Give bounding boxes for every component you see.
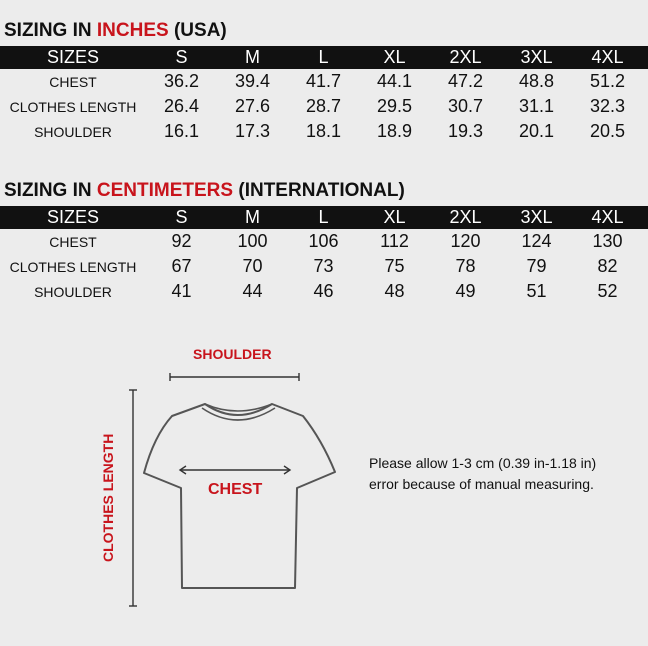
table-cell: 28.7 [305, 96, 342, 116]
table-cell: 67 [171, 256, 192, 276]
table-cell: 124 [521, 231, 552, 251]
size-column-header: 3XL [520, 47, 553, 67]
table-cell: 120 [450, 231, 481, 251]
inches-title-suffix: (USA) [168, 20, 227, 41]
row-label: CLOTHES LENGTH [9, 258, 137, 275]
table-cell: 130 [592, 231, 623, 251]
table-row [0, 229, 648, 254]
table-cell: 36.2 [163, 71, 200, 91]
inches-section-title [4, 20, 227, 42]
size-column-header: XL [383, 47, 406, 67]
sizes-header-label: SIZES [46, 47, 99, 67]
table-row [0, 254, 648, 279]
table-cell: 51 [526, 281, 547, 301]
size-column-header: 3XL [520, 207, 553, 227]
cm-title-prefix: SIZING IN [4, 180, 97, 201]
chest-measure-label: CHEST [208, 481, 263, 498]
table-cell: 19.3 [447, 121, 484, 141]
table-cell: 82 [597, 256, 618, 276]
size-column-header: M [245, 47, 260, 67]
table-cell: 26.4 [163, 96, 200, 116]
table-cell: 52 [597, 281, 618, 301]
cm-size-table [0, 206, 648, 304]
table-cell: 31.1 [518, 96, 555, 116]
measurement-diagram [0, 330, 648, 646]
size-column-header: 2XL [449, 47, 482, 67]
table-row [0, 119, 648, 144]
table-cell: 75 [384, 256, 405, 276]
row-label: CLOTHES LENGTH [9, 98, 137, 115]
cm-title-highlight: CENTIMETERS [96, 180, 234, 201]
table-cell: 70 [242, 256, 263, 276]
table-cell: 46 [313, 281, 334, 301]
size-column-header: M [245, 207, 260, 227]
row-label: CHEST [49, 233, 97, 250]
table-cell: 32.3 [589, 96, 626, 116]
note-line-1: Please allow 1-3 cm (0.39 in-1.18 in) [369, 455, 597, 471]
table-cell: 79 [526, 256, 547, 276]
size-header-row [0, 46, 648, 69]
cm-section-title [4, 180, 405, 202]
size-column-header: L [318, 47, 329, 67]
cm-title-suffix: (INTERNATIONAL) [233, 180, 405, 201]
table-cell: 27.6 [234, 96, 271, 116]
table-cell: 20.5 [589, 121, 626, 141]
table-cell: 49 [455, 281, 476, 301]
size-column-header: 2XL [449, 207, 482, 227]
table-cell: 44 [242, 281, 263, 301]
table-row [0, 69, 648, 94]
table-cell: 48 [384, 281, 405, 301]
measurement-note [369, 453, 596, 495]
inches-title-highlight: INCHES [96, 20, 169, 41]
table-cell: 100 [237, 231, 268, 251]
row-label: SHOULDER [34, 283, 112, 300]
table-cell: 92 [171, 231, 192, 251]
table-cell: 106 [308, 231, 339, 251]
table-cell: 41.7 [305, 71, 342, 91]
size-column-header: S [175, 207, 188, 227]
size-column-header: L [318, 207, 329, 227]
shoulder-measure-label: SHOULDER [193, 346, 272, 362]
table-cell: 16.1 [163, 121, 200, 141]
table-cell: 41 [171, 281, 192, 301]
table-cell: 78 [455, 256, 476, 276]
table-cell: 48.8 [518, 71, 555, 91]
table-cell: 18.1 [305, 121, 342, 141]
sizes-header-label: SIZES [46, 207, 99, 227]
size-column-header: XL [383, 207, 406, 227]
table-cell: 29.5 [376, 96, 413, 116]
size-header-row [0, 206, 648, 229]
table-cell: 18.9 [376, 121, 413, 141]
table-cell: 51.2 [589, 71, 626, 91]
table-row [0, 279, 648, 304]
table-cell: 112 [380, 231, 409, 251]
table-cell: 47.2 [447, 71, 484, 91]
size-column-header: 4XL [591, 207, 624, 227]
table-cell: 30.7 [447, 96, 484, 116]
inches-title-prefix: SIZING IN [4, 20, 97, 41]
size-column-header: S [175, 47, 188, 67]
table-cell: 17.3 [234, 121, 271, 141]
length-measure-label: CLOTHES LENGTH [100, 433, 116, 562]
table-row [0, 94, 648, 119]
table-cell: 44.1 [376, 71, 413, 91]
row-label: SHOULDER [34, 123, 112, 140]
size-column-header: 4XL [591, 47, 624, 67]
table-cell: 73 [313, 256, 334, 276]
inches-size-table [0, 46, 648, 144]
table-cell: 39.4 [234, 71, 271, 91]
note-line-2: error because of manual measuring. [369, 476, 594, 492]
table-cell: 20.1 [518, 121, 555, 141]
row-label: CHEST [49, 73, 97, 90]
